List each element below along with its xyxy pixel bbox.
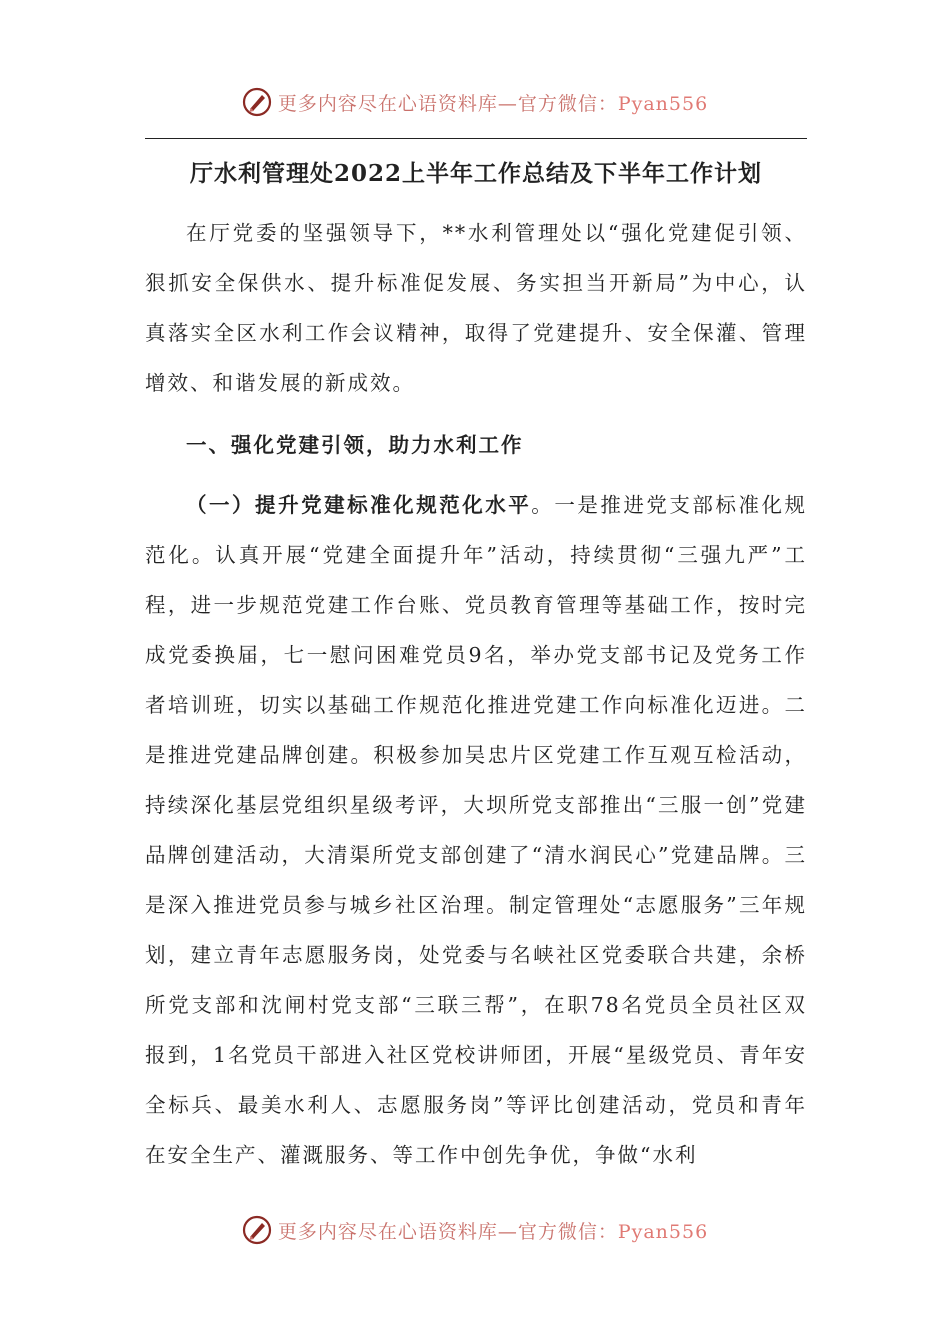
subsection-paragraph-1 bbox=[145, 480, 807, 1180]
header-banner-text: 更多内容尽在心语资料库—官方微信：Pyan556 bbox=[277, 92, 709, 115]
document-title: 厅水利管理处2022上半年工作总结及下半年工作计划 bbox=[189, 160, 762, 187]
intro-paragraph: 在厅党委的坚强领导下，**水利管理处以“强化党建促引领、狠抓安全保供水、提升标准促发展、务实担当开新局”为中心，认真落实全区水利工作会议精神，取得了党建提升、安全保灌、管理增效、和谐发展的新成效。 bbox=[145, 221, 807, 395]
footer-watermark-banner bbox=[0, 1208, 950, 1252]
pen-logo-icon bbox=[242, 1215, 272, 1245]
subsection-body-1: 。一是推进党支部标准化规范化。认真开展“党建全面提升年”活动，持续贯彻“三强九严”工程，进一步规范党建工作台账、党员教育管理等基础工作，按时完成党委换届，七一慰问困难党员9名，举办党支部书记及党务工作者培训班，切实以基础工作规范化推进党建工作向标准化迈进。二是推进党建品牌创建。积极参加吴忠片区党建工作互观互检活动，持续深化基层党组织星级考评，大坝所党支部推出“三服一创”党建品牌创建活动，大清渠所党支部创建了“清水润民心”党建品牌。三是深入推进党员参与城乡社区治理。制定管理处“志愿服务”三年规划，建立青年志愿服务岗，处党委与名峡社区党委联合共建，余桥所党支部和沈闸村党支部“三联三帮”，在职78名党员全员社区双报到，1名党员干部进入社区党校讲师团，开展“星级党员、青年安全标兵、最美水利人、志愿服务岗”等评比创建活动，党员和青年在安全生产、灌溉服务、等工作中创先争优，争做“水利 bbox=[145, 493, 808, 1167]
footer-wechat-id: Pyan556 bbox=[617, 1220, 709, 1243]
subsection-heading-1: （一）提升党建标准化规范化水平 bbox=[186, 493, 532, 517]
section-heading-1: 一、强化党建引领，助力水利工作 bbox=[186, 433, 524, 457]
document-body bbox=[145, 208, 807, 1180]
pen-logo-icon bbox=[242, 87, 272, 117]
footer-banner-text: 更多内容尽在心语资料库—官方微信：Pyan556 bbox=[277, 1220, 709, 1243]
header-watermark-banner bbox=[0, 80, 950, 124]
header-divider bbox=[145, 138, 807, 139]
header-wechat-id: Pyan556 bbox=[617, 92, 709, 115]
